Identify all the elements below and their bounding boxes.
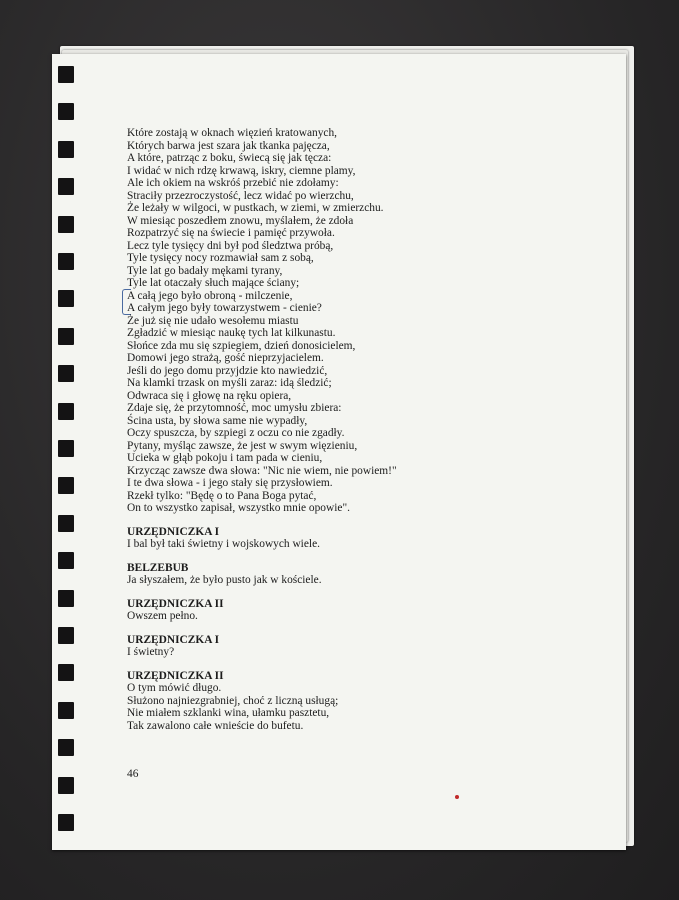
ink-dot [455,795,459,799]
binding-hole [58,814,74,831]
verse-line: Ucieka w głąb pokoju i tam pada w cieniu, [127,452,323,464]
verse-line: Tyle tysięcy nocy rozmawiał sam z sobą, [127,252,314,264]
verse-line: Że już się nie udało wesołemu miastu [127,314,299,327]
verse-line: Pytany, myśląc zawsze, że jest w swym więzieniu, [127,439,358,452]
verse-line: Że leżały w wilgoci, w pustkach, w ziemi, w zmierzchu. [127,202,384,214]
dialogue-line: I bal był taki świetny i wojskowych wiele. [127,538,320,550]
verse-line: Zdaje się, że przytomność, moc umysłu zbiera: [127,402,342,414]
verse-line: Których barwa jest szara jak tkanka pajęcza, [127,139,330,152]
verse-line: Słońce zda mu się szpiegiem, dzień donosicielem, [127,339,356,352]
dialogue-line: Tak zawalono całe wnieście do bufetu. [127,719,304,732]
verse-line: Oczy spuszcza, by szpiegi z oczu co nie zgadły. [127,427,345,439]
binding-hole [58,141,74,158]
verse-line: Lecz tyle tysięcy dni był pod śledztwa próbą, [127,239,334,252]
dialogue-line: Służono najniezgrabniej, choć z liczną usługą; [127,694,339,707]
binding-hole [58,664,74,681]
verse-line: On to wszystko zapisał, wszystko mnie opowie". [127,502,350,514]
page-text [127,127,547,732]
dialogue-line: O tym mówić długo. [127,682,222,694]
dialogue-line: I świetny? [127,646,175,658]
verse-block [127,127,547,515]
verse-line: Odwraca się i głowę na ręku opiera, [127,389,292,402]
verse-line: Tyle lat otaczały słuch mające ściany; [127,277,300,289]
verse-line: Jeśli do jego domu przyjdzie kto nawiedzić, [127,364,328,377]
dialogue-block [127,526,547,733]
binding-hole [58,103,74,120]
verse-line: Na klamki trzask on myśli zaraz: idą śledzić; [127,377,332,389]
verse-line: I widać w nich rdzę krwawą, iskry, ciemne plamy, [127,164,356,177]
binding-hole [58,702,74,719]
binding-hole [58,590,74,607]
verse-line: Tyle lat go badały mękami tyrany, [127,264,283,277]
binding-hole [58,515,74,532]
binding-hole [58,290,74,307]
speaker-name: BELZEBUB [127,561,189,574]
speaker-name: URZĘDNICZKA I [127,633,220,646]
verse-line: Straciły przezroczystość, lecz widać po wierzchu, [127,189,354,202]
dialogue-line: Nie miałem szklanki wina, ułamku pasztetu, [127,707,330,719]
verse-line: Rzekł tylko: "Będę o to Pana Boga pytać, [127,489,317,502]
spiral-binding [58,60,78,840]
binding-hole [58,552,74,569]
page-number: 46 [127,768,139,780]
verse-line: Domowi jego strażą, gość nieprzyjacielem. [127,352,324,364]
verse-line: A całą jego było obroną - milczenie, [127,289,293,302]
speaker-name: URZĘDNICZKA I [127,525,220,538]
verse-line: W miesiąc poszedłem znowu, myślałem, że zdoła [127,214,354,227]
verse-line: A które, patrząc z boku, świecą się jak tęcza: [127,152,332,164]
verse-line: Zgładzić w miesiąc naukę tych lat kilkunastu. [127,327,336,339]
binding-hole [58,66,74,83]
verse-line: Które zostają w oknach więzień kratowanych, [127,127,338,139]
binding-hole [58,216,74,233]
verse-line: I te dwa słowa - i jego stały się przysłowiem. [127,477,333,489]
speaker-name: URZĘDNICZKA II [127,597,224,610]
binding-hole [58,777,74,794]
verse-line: Krzycząc zawsze dwa słowa: "Nic nie wiem, nie powiem!" [127,464,397,477]
binding-hole [58,178,74,195]
verse-line: Ale ich okiem na wskróś przebić nie zdołamy: [127,177,339,189]
verse-line: Rozpatrzyć się na świecie i pamięć przywoła. [127,227,335,239]
binding-hole [58,627,74,644]
dialogue-line: Owszem pełno. [127,610,198,622]
binding-hole [58,403,74,420]
binding-hole [58,440,74,457]
binding-hole [58,328,74,345]
binding-hole [58,477,74,494]
dialogue-line: Ja słyszałem, że było pusto jak w kościele. [127,574,322,586]
verse-line: Ścina usta, by słowa same nie wypadły, [127,414,308,427]
binding-hole [58,253,74,270]
binding-hole [58,739,74,756]
binding-hole [58,365,74,382]
speaker-name: URZĘDNICZKA II [127,669,224,682]
verse-line: A całym jego były towarzystwem - cienie? [127,302,322,314]
